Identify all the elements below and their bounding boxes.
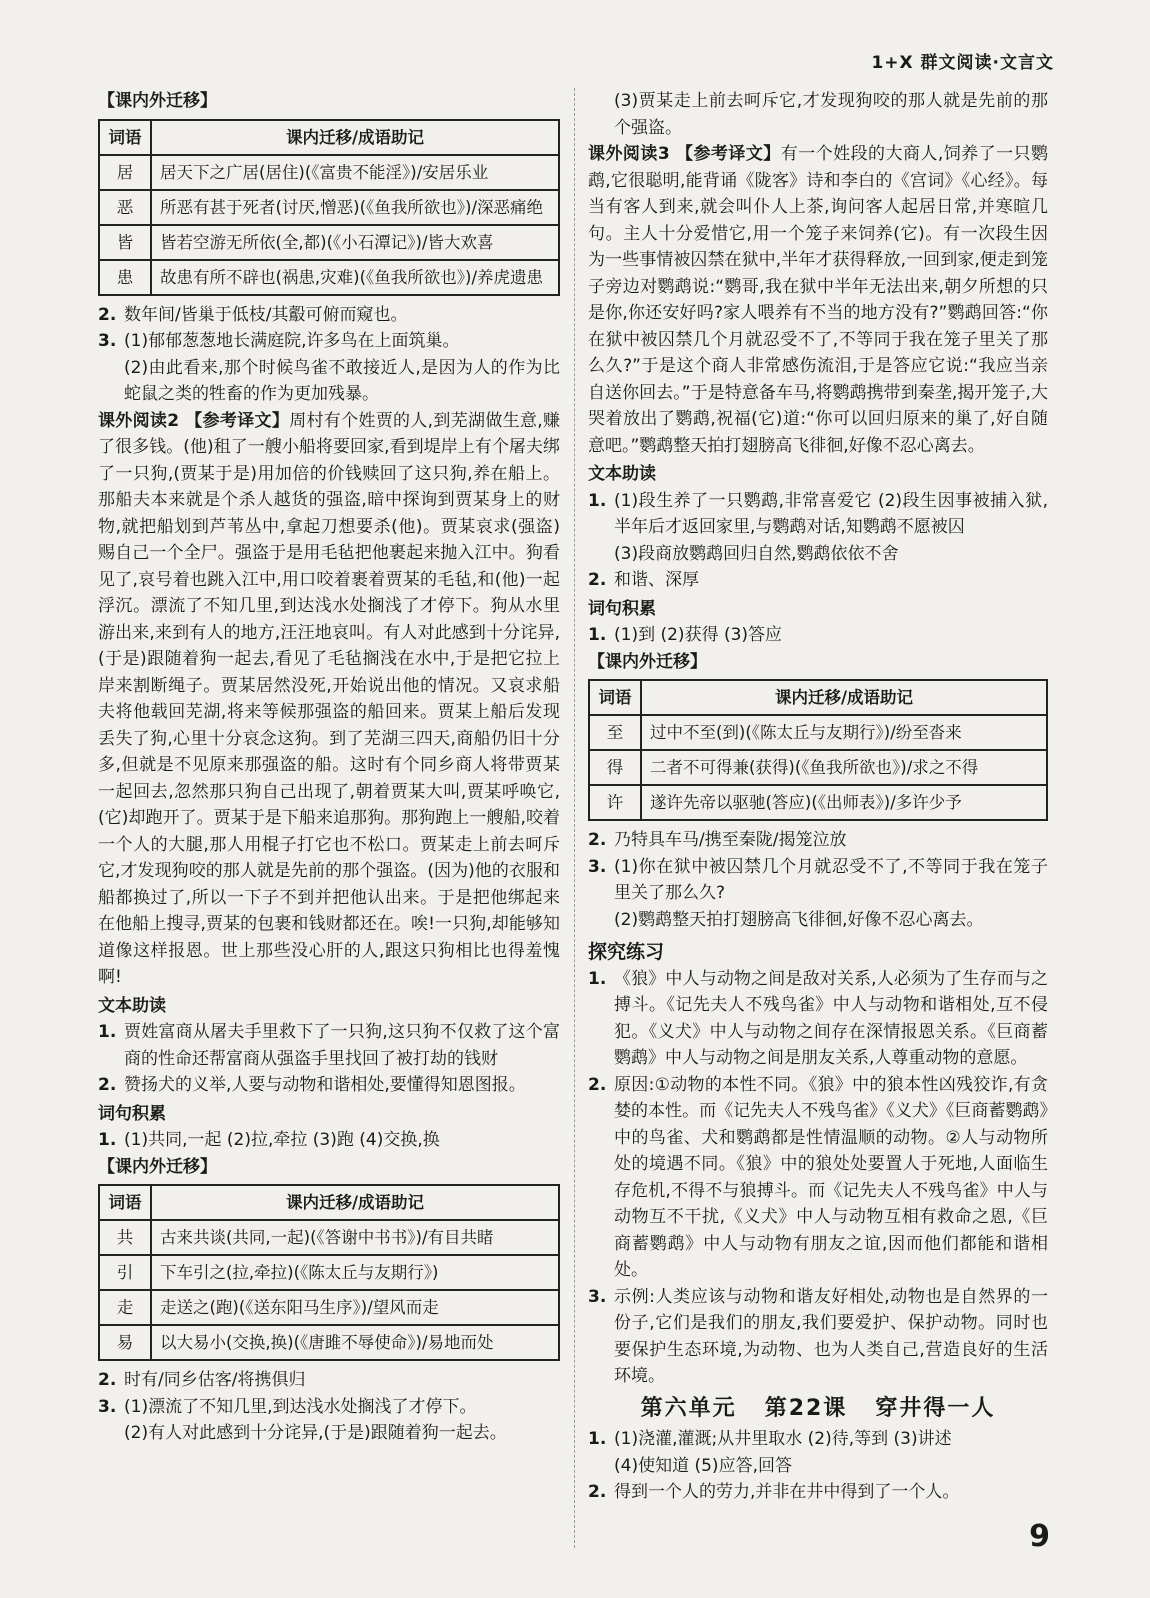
table-row: 皆 皆若空游无所依(全,都)(《小石潭记》)/皆大欢喜: [99, 225, 559, 260]
table-header: 课内迁移/成语助记: [151, 1185, 559, 1220]
list-item: (3)段商放鹦鹉回归自然,鹦鹉依依不舍: [614, 543, 899, 564]
list-item: 3. (1)郁郁葱葱地长满庭院,许多鸟在上面筑巢。: [98, 331, 460, 351]
section-heading: 词句积累: [588, 598, 656, 619]
left-column: [98, 88, 560, 1447]
table-row: 得 二者不可得兼(获得)(《鱼我所欲也》)/求之不得: [589, 750, 1047, 785]
list-item: 1. 《狼》中人与动物之间是敌对关系,人必须为了生存而与之搏斗。《记先夫人不残鸟雀》中人与动物和谐相处,互不侵犯。《义犬》中人与动物之间存在深情报恩关系。《巨商蓄鹦鹉》中人与动物之间是朋友关系,人尊重动物的意愿。: [588, 968, 1048, 1068]
table-header: 词语: [99, 1185, 151, 1220]
list-item: (2)由此看来,那个时候鸟雀不敢接近人,是因为人的作为比蛇鼠之类的牲畜的作为更加残暴。: [124, 357, 560, 404]
table-row: 患 故患有所不辟也(祸患,灾难)(《鱼我所欲也》)/养虎遗患: [99, 260, 559, 295]
table-row: 居 居天下之广居(居住)(《富贵不能淫》)/安居乐业: [99, 155, 559, 190]
table-row: 至 过中不至(到)(《陈太丘与友期行》)/纷至沓来: [589, 715, 1047, 750]
list-item: 3. (1)你在狱中被囚禁几个月就忍受不了,不等同于我在笼子里关了那么久?: [588, 856, 1048, 903]
list-item: 3. (1)漂流了不知几里,到达浅水处搁浅了才停下。: [98, 1396, 477, 1417]
list-item: 2. 时有/同乡估客/将携俱归: [98, 1370, 306, 1390]
table-header: 词语: [99, 120, 151, 155]
reading-2-translation: 课外阅读2 【参考译文】周村有个姓贾的人,到芜湖做生意,赚了很多钱。(他)租了一艘小船将要回家,看到堤岸上有个屠夫绑了一只狗,(贾某于是)用加倍的价钱赎回了这只狗,养在船上。那船夫本来就是个杀人越货的强盗,暗中探询到贾某身上的财物,就把船划到芦苇丛中,拿起刀想要杀(他)。贾某哀求(强盗)赐自己一个全尸。强盗于是用毛毡把他裹起来抛入江中。狗看见了,哀号着也跳入江中,用口咬着裹着贾某的毛毡,和(他)一起浮沉。漂流了不知几里,到达浅水处搁浅了才停下。狗从水里游出来,来到有人的地方,汪汪地哀叫。有人对此感到十分诧异,(于是)跟随着狗一起去,看见了毛毡搁浅在水中,于是把它拉上岸来割断绳子。贾某居然没死,开始说出他的情况。又哀求船夫将他载回芜湖,将来等候那强盗的船回来。贾某上船后发现丢失了狗,心里十分哀念这狗。到了芜湖三四天,商船仍旧十分多,但就是不见原来那强盗的船。这时有个同乡商人将带贾某一起回去,忽然那只狗自己出现了,朝着贾某大叫,贾某呼唤它,(它)却跑开了。贾某于是下船来追那狗。那狗跑上一艘船,咬着一个人的大腿,那人用棍子打它也不松口。贾某走上前去呵斥它,才发现狗咬的那人就是先前的那个强盗。(因为)他的衣服和船都换过了,所以一下子不到并把他认出来。于是把他绑起来在他船上搜寻,贾某的包裹和钱财都还在。唉!一只狗,却能够知道像这样报恩。世上那些没心肝的人,跟这只狗相比也得羞愧啊!: [98, 410, 560, 987]
list-item: 2. 原因:①动物的本性不同。《狼》中的狼本性凶残狡诈,有贪婪的本性。而《记先夫人不残鸟雀》《义犬》《巨商蓄鹦鹉》中的鸟雀、犬和鹦鹉都是性情温顺的动物。②人与动物所处的境遇不同。《狼》中的狼处处要置人于死地,人面临生存危机,不得不与狼搏斗。而《记先夫人不残鸟雀》中人与动物互不干扰,《义犬》中人与动物互相有救命之恩,《巨商蓄鹦鹉》中人与动物有朋友之谊,因而他们都能和谐相处。: [588, 1074, 1048, 1280]
list-item: 2. 数年间/皆巢于低枝/其鷇可俯而窥也。: [98, 304, 408, 325]
table-row: 共 古来共谈(共同,一起)(《答谢中书书》)/有目共睹: [99, 1220, 559, 1255]
list-item: 2. 得到一个人的劳力,并非在井中得到了一个人。: [588, 1482, 960, 1502]
lesson-title: 第六单元 第22课 穿井得一人: [640, 1395, 996, 1421]
right-column: [588, 88, 1048, 1506]
list-item: 2. 乃特具车马/携至秦陇/揭笼泣放: [588, 830, 847, 850]
list-item: 1. 贾姓富商从屠夫手里救下了一只狗,这只狗不仅救了这个富商的性命还帮富商从强盗手里找回了被打劫的钱财: [98, 1022, 560, 1069]
list-item: 3. 示例:人类应该与动物和谐友好相处,动物也是自然界的一份子,它们是我们的朋友,我们要爱护、保护动物。同时也要保护生态环境,为动物、也为人类自己,营造良好的生活环境。: [588, 1286, 1048, 1386]
section-heading: 文本助读: [588, 464, 656, 484]
table-row: 易 以大易小(交换,换)(《唐雎不辱使命》)/易地而处: [99, 1325, 559, 1360]
column-divider: [574, 88, 575, 1548]
list-item: 1. (1)浇灌,灌溉;从井里取水 (2)待,等到 (3)讲述: [588, 1429, 952, 1449]
page-number: 9: [1029, 1519, 1050, 1554]
migration-table-1: [98, 119, 560, 296]
migration-label-3: 【课内外迁移】: [588, 651, 707, 672]
section-heading: 探究练习: [588, 941, 665, 963]
section-heading: 词句积累: [98, 1103, 166, 1124]
table-header: 课内迁移/成语助记: [641, 680, 1047, 715]
list-item: 1. (1)共同,一起 (2)拉,牵拉 (3)跑 (4)交换,换: [98, 1130, 440, 1150]
list-item: 1. (1)到 (2)获得 (3)答应: [588, 625, 783, 645]
list-item: (3)贾某走上前去呵斥它,才发现狗咬的那人就是先前的那个强盗。: [614, 91, 1048, 138]
migration-table-2: [98, 1184, 560, 1361]
section-heading: 文本助读: [98, 995, 166, 1016]
list-item: (2)有人对此感到十分诧异,(于是)跟随着狗一起去。: [124, 1423, 507, 1443]
page-header: 1+X 群文阅读·文言文: [871, 53, 1054, 73]
migration-label-1: 【课内外迁移】: [98, 91, 217, 111]
reading-3-translation: 课外阅读3 【参考译文】有一个姓段的大商人,饲养了一只鹦鹉,它很聪明,能背诵《陇客》诗和李白的《宫词》《心经》。每当有客人到来,就会叫仆人上茶,询问客人起居日常,并寒暄几句。主人十分爱惜它,用一个笼子来饲养(它)。有一次段生因为一些事情被囚禁在狱中,半年才获得释放,一回到家,便走到笼子旁边对鹦鹉说:“鹦哥,我在狱中半年无法出来,朝夕所想的只是你,你还安好吗?家人喂养有不当的地方没有?”鹦鹉回答:“你在狱中被囚禁几个月就忍受不了,不等同于我在笼子里关了那么久?”于是这个商人非常感伤流泪,于是答应它说:“我应当亲自送你回去。”于是特意备车马,将鹦鹉携带到秦垄,揭开笼子,大哭着放出了鹦鹉,祝福(它)道:“你可以回归原来的巢了,好自随意吧。”鹦鹉整天拍打翅膀高飞徘徊,好像不忍心离去。: [588, 144, 1049, 456]
list-item: 2. 和谐、深厚: [588, 570, 699, 590]
list-item: 2. 赞扬犬的义举,人要与动物和谐相处,要懂得知恩图报。: [98, 1075, 526, 1095]
migration-label-2: 【课内外迁移】: [98, 1156, 217, 1177]
table-header: 课内迁移/成语助记: [151, 120, 559, 155]
list-item: (4)使知道 (5)应答,回答: [614, 1455, 792, 1476]
table-row: 许 遂许先帝以驱驰(答应)(《出师表》)/多许少予: [589, 785, 1047, 820]
migration-table-3: [588, 679, 1048, 821]
list-item: (2)鹦鹉整天拍打翅膀高飞徘徊,好像不忍心离去。: [614, 909, 984, 930]
table-row: 恶 所恶有甚于死者(讨厌,憎恶)(《鱼我所欲也》)/深恶痛绝: [99, 190, 559, 225]
list-item: 1. (1)段生养了一只鹦鹉,非常喜爱它 (2)段生因事被捕入狱,半年后才返回家里,与鹦鹉对话,知鹦鹉不愿被囚: [588, 490, 1048, 537]
table-row: 走 走送之(跑)(《送东阳马生序》)/望风而走: [99, 1290, 559, 1325]
table-row: 引 下车引之(拉,牵拉)(《陈太丘与友期行》): [99, 1255, 559, 1290]
table-header: 词语: [589, 680, 641, 715]
